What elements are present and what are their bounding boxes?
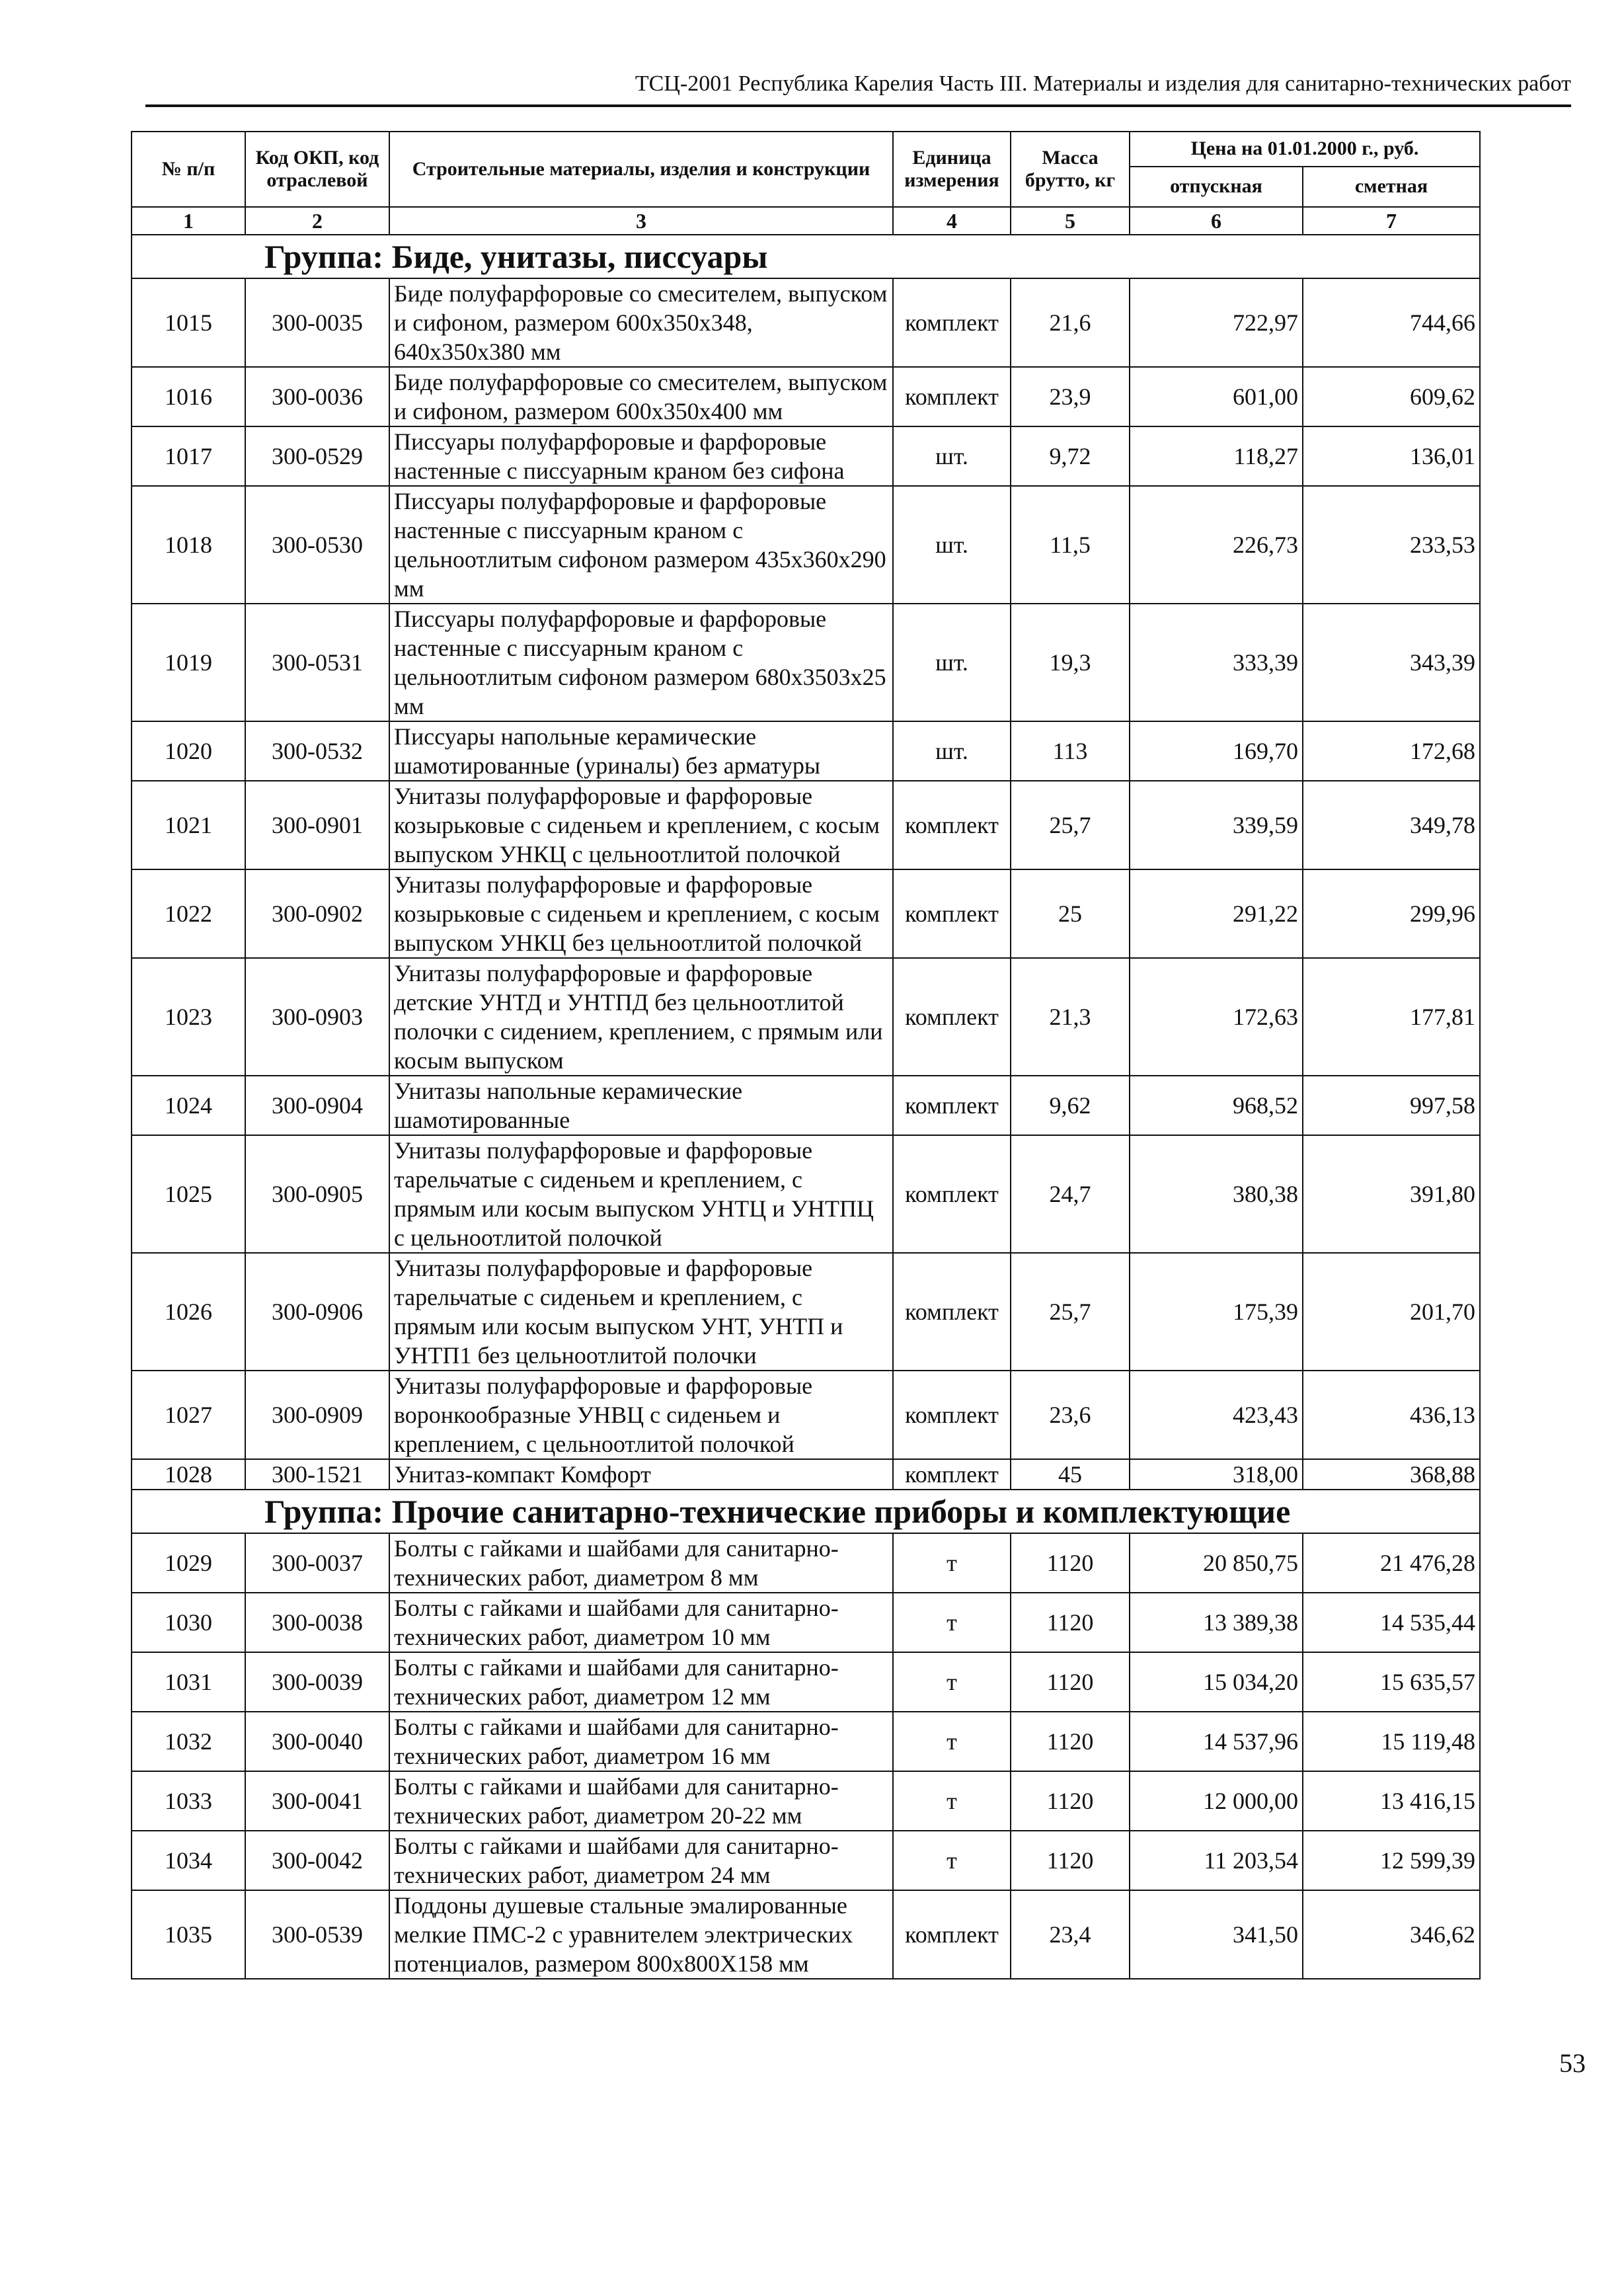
material-name: Биде полуфарфоровые со смесителем, выпуском и сифоном, размером 600x350x348, 640x350x380 мм	[389, 278, 893, 367]
group-title: Группа: Прочие санитарно-технические приборы и комплектующие	[132, 1490, 1480, 1533]
row-number: 1035	[132, 1890, 245, 1979]
unit-of-measure: т	[893, 1712, 1011, 1771]
unit-of-measure: т	[893, 1831, 1011, 1890]
table-row	[132, 1712, 1480, 1771]
gross-mass: 21,3	[1011, 958, 1130, 1076]
estimate-price: 177,81	[1303, 958, 1480, 1076]
row-number: 1016	[132, 367, 245, 426]
release-price: 226,73	[1130, 486, 1303, 604]
row-number: 1020	[132, 721, 245, 781]
estimate-price: 368,88	[1303, 1459, 1480, 1490]
group-row	[132, 235, 1480, 278]
column-number: 3	[389, 207, 893, 235]
estimate-price: 14 535,44	[1303, 1593, 1480, 1652]
material-name: Болты с гайками и шайбами для санитарно-технических работ, диаметром 16 мм	[389, 1712, 893, 1771]
estimate-price: 997,58	[1303, 1076, 1480, 1135]
unit-of-measure: комплект	[893, 1135, 1011, 1253]
table-row	[132, 1076, 1480, 1135]
unit-of-measure: комплект	[893, 1253, 1011, 1371]
okp-code: 300-0532	[245, 721, 389, 781]
unit-of-measure: комплект	[893, 278, 1011, 367]
row-number: 1034	[132, 1831, 245, 1890]
release-price: 169,70	[1130, 721, 1303, 781]
row-number: 1032	[132, 1712, 245, 1771]
group-title: Группа: Биде, унитазы, писсуары	[132, 235, 1480, 278]
column-number: 7	[1303, 207, 1480, 235]
material-name: Унитазы полуфарфоровые и фарфоровые тарельчатые с сиденьем и креплением, с прямым или косым выпуском УНТ, УНТП и УНТП1 без цельноотлитой полочки	[389, 1253, 893, 1371]
material-name: Унитазы полуфарфоровые и фарфоровые тарельчатые с сиденьем и креплением, с прямым или косым выпуском УНТЦ и УНТПЦ с цельноотлитой полочкой	[389, 1135, 893, 1253]
gross-mass: 25	[1011, 869, 1130, 958]
estimate-price: 13 416,15	[1303, 1771, 1480, 1831]
material-name: Писсуары полуфарфоровые и фарфоровые настенные с писсуарным краном с цельноотлитым сифоном размером 435x360x290 мм	[389, 486, 893, 604]
column-header-price-estimate: сметная	[1303, 167, 1480, 207]
estimate-price: 136,01	[1303, 426, 1480, 486]
release-price: 172,63	[1130, 958, 1303, 1076]
estimate-price: 299,96	[1303, 869, 1480, 958]
estimate-price: 391,80	[1303, 1135, 1480, 1253]
estimate-price: 12 599,39	[1303, 1831, 1480, 1890]
material-name: Унитазы полуфарфоровые и фарфоровые детские УНТД и УНТПД без цельноотлитой полочки с сидением, креплением, с прямым или косым выпуском	[389, 958, 893, 1076]
column-header-price-release: отпускная	[1130, 167, 1303, 207]
unit-of-measure: комплект	[893, 869, 1011, 958]
okp-code: 300-0539	[245, 1890, 389, 1979]
okp-code: 300-0036	[245, 367, 389, 426]
okp-code: 300-0901	[245, 781, 389, 869]
row-number: 1023	[132, 958, 245, 1076]
row-number: 1026	[132, 1253, 245, 1371]
estimate-price: 21 476,28	[1303, 1533, 1480, 1593]
unit-of-measure: шт.	[893, 486, 1011, 604]
okp-code: 300-0040	[245, 1712, 389, 1771]
column-number: 6	[1130, 207, 1303, 235]
column-header-name: Строительные материалы, изделия и конструкции	[389, 132, 893, 207]
okp-code: 300-0903	[245, 958, 389, 1076]
release-price: 11 203,54	[1130, 1831, 1303, 1890]
row-number: 1019	[132, 604, 245, 721]
okp-code: 300-0035	[245, 278, 389, 367]
okp-code: 300-0041	[245, 1771, 389, 1831]
gross-mass: 1120	[1011, 1771, 1130, 1831]
okp-code: 300-0530	[245, 486, 389, 604]
table-header	[132, 132, 1480, 235]
okp-code: 300-0906	[245, 1253, 389, 1371]
table-row	[132, 1371, 1480, 1459]
group-row	[132, 1490, 1480, 1533]
unit-of-measure: шт.	[893, 721, 1011, 781]
okp-code: 300-0909	[245, 1371, 389, 1459]
material-name: Унитаз-компакт Комфорт	[389, 1459, 893, 1490]
estimate-price: 172,68	[1303, 721, 1480, 781]
gross-mass: 9,72	[1011, 426, 1130, 486]
okp-code: 300-0902	[245, 869, 389, 958]
unit-of-measure: комплект	[893, 1890, 1011, 1979]
okp-code: 300-0042	[245, 1831, 389, 1890]
estimate-price: 233,53	[1303, 486, 1480, 604]
release-price: 14 537,96	[1130, 1712, 1303, 1771]
gross-mass: 113	[1011, 721, 1130, 781]
estimate-price: 15 119,48	[1303, 1712, 1480, 1771]
material-name: Болты с гайками и шайбами для санитарно-технических работ, диаметром 20-22 мм	[389, 1771, 893, 1831]
estimate-price: 15 635,57	[1303, 1652, 1480, 1712]
table-row	[132, 1459, 1480, 1490]
column-header-num: № п/п	[132, 132, 245, 207]
gross-mass: 19,3	[1011, 604, 1130, 721]
material-name: Болты с гайками и шайбами для санитарно-технических работ, диаметром 24 мм	[389, 1831, 893, 1890]
row-number: 1028	[132, 1459, 245, 1490]
material-name: Унитазы полуфарфоровые и фарфоровые козырьковые с сиденьем и креплением, с косым выпуском УНКЦ с цельноотлитой полочкой	[389, 781, 893, 869]
okp-code: 300-0529	[245, 426, 389, 486]
release-price: 423,43	[1130, 1371, 1303, 1459]
row-number: 1025	[132, 1135, 245, 1253]
gross-mass: 23,9	[1011, 367, 1130, 426]
gross-mass: 1120	[1011, 1652, 1130, 1712]
release-price: 333,39	[1130, 604, 1303, 721]
column-number: 5	[1011, 207, 1130, 235]
page-header	[145, 71, 1571, 107]
gross-mass: 1120	[1011, 1533, 1130, 1593]
estimate-price: 744,66	[1303, 278, 1480, 367]
column-number: 2	[245, 207, 389, 235]
unit-of-measure: комплект	[893, 1371, 1011, 1459]
release-price: 291,22	[1130, 869, 1303, 958]
row-number: 1033	[132, 1771, 245, 1831]
estimate-price: 349,78	[1303, 781, 1480, 869]
gross-mass: 25,7	[1011, 1253, 1130, 1371]
release-price: 722,97	[1130, 278, 1303, 367]
gross-mass: 23,6	[1011, 1371, 1130, 1459]
table-row	[132, 367, 1480, 426]
unit-of-measure: т	[893, 1652, 1011, 1712]
okp-code: 300-0905	[245, 1135, 389, 1253]
table-row	[132, 1135, 1480, 1253]
okp-code: 300-0531	[245, 604, 389, 721]
table-body	[132, 235, 1480, 1979]
row-number: 1031	[132, 1652, 245, 1712]
row-number: 1017	[132, 426, 245, 486]
table-row	[132, 278, 1480, 367]
material-name: Унитазы полуфарфоровые и фарфоровые козырьковые с сиденьем и креплением, с косым выпуском УНКЦ без цельноотлитой полочкой	[389, 869, 893, 958]
release-price: 175,39	[1130, 1253, 1303, 1371]
release-price: 339,59	[1130, 781, 1303, 869]
unit-of-measure: комплект	[893, 958, 1011, 1076]
gross-mass: 1120	[1011, 1712, 1130, 1771]
table-row	[132, 1831, 1480, 1890]
release-price: 601,00	[1130, 367, 1303, 426]
document-title: ТСЦ-2001 Республика Карелия Часть III. Материалы и изделия для санитарно-технических работ	[635, 71, 1571, 96]
column-header-price: Цена на 01.01.2000 г., руб.	[1130, 132, 1480, 167]
row-number: 1022	[132, 869, 245, 958]
estimate-price: 609,62	[1303, 367, 1480, 426]
material-name: Писсуары напольные керамические шамотированные (уриналы) без арматуры	[389, 721, 893, 781]
release-price: 13 389,38	[1130, 1593, 1303, 1652]
table-row	[132, 426, 1480, 486]
release-price: 20 850,75	[1130, 1533, 1303, 1593]
column-header-unit: Единица измерения	[893, 132, 1011, 207]
material-name: Поддоны душевые стальные эмалированные мелкие ПМС-2 с уравнителем электрических потенциалов, размером 800x800X158 мм	[389, 1890, 893, 1979]
table-row	[132, 958, 1480, 1076]
table-row	[132, 1771, 1480, 1831]
estimate-price: 346,62	[1303, 1890, 1480, 1979]
material-name: Унитазы полуфарфоровые и фарфоровые воронкообразные УНВЦ с сиденьем и креплением, с цельноотлитой полочкой	[389, 1371, 893, 1459]
table-row	[132, 604, 1480, 721]
table-row	[132, 1533, 1480, 1593]
row-number: 1030	[132, 1593, 245, 1652]
table-row	[132, 869, 1480, 958]
table-row	[132, 1890, 1480, 1979]
material-name: Биде полуфарфоровые со смесителем, выпуском и сифоном, размером 600x350x400 мм	[389, 367, 893, 426]
material-name: Болты с гайками и шайбами для санитарно-технических работ, диаметром 10 мм	[389, 1593, 893, 1652]
okp-code: 300-0904	[245, 1076, 389, 1135]
unit-of-measure: шт.	[893, 426, 1011, 486]
row-number: 1024	[132, 1076, 245, 1135]
okp-code: 300-0038	[245, 1593, 389, 1652]
release-price: 12 000,00	[1130, 1771, 1303, 1831]
gross-mass: 1120	[1011, 1593, 1130, 1652]
table-row	[132, 721, 1480, 781]
row-number: 1029	[132, 1533, 245, 1593]
column-numbers-row	[132, 207, 1480, 235]
unit-of-measure: шт.	[893, 604, 1011, 721]
gross-mass: 21,6	[1011, 278, 1130, 367]
gross-mass: 11,5	[1011, 486, 1130, 604]
unit-of-measure: т	[893, 1533, 1011, 1593]
okp-code: 300-0037	[245, 1533, 389, 1593]
release-price: 380,38	[1130, 1135, 1303, 1253]
unit-of-measure: комплект	[893, 1459, 1011, 1490]
row-number: 1015	[132, 278, 245, 367]
row-number: 1018	[132, 486, 245, 604]
material-name: Писсуары полуфарфоровые и фарфоровые настенные с писсуарным краном без сифона	[389, 426, 893, 486]
release-price: 118,27	[1130, 426, 1303, 486]
release-price: 15 034,20	[1130, 1652, 1303, 1712]
unit-of-measure: т	[893, 1771, 1011, 1831]
column-header-mass: Масса брутто, кг	[1011, 132, 1130, 207]
material-name: Унитазы напольные керамические шамотированные	[389, 1076, 893, 1135]
unit-of-measure: комплект	[893, 1076, 1011, 1135]
table-row	[132, 486, 1480, 604]
row-number: 1027	[132, 1371, 245, 1459]
table-row	[132, 781, 1480, 869]
gross-mass: 45	[1011, 1459, 1130, 1490]
row-number: 1021	[132, 781, 245, 869]
estimate-price: 201,70	[1303, 1253, 1480, 1371]
price-table	[131, 131, 1481, 1979]
table-row	[132, 1593, 1480, 1652]
material-name: Писсуары полуфарфоровые и фарфоровые настенные с писсуарным краном с цельноотлитым сифоном размером 680x3503x25 мм	[389, 604, 893, 721]
gross-mass: 25,7	[1011, 781, 1130, 869]
unit-of-measure: комплект	[893, 781, 1011, 869]
column-number: 1	[132, 207, 245, 235]
column-header-code: Код ОКП, код отраслевой	[245, 132, 389, 207]
gross-mass: 23,4	[1011, 1890, 1130, 1979]
estimate-price: 343,39	[1303, 604, 1480, 721]
material-name: Болты с гайками и шайбами для санитарно-технических работ, диаметром 12 мм	[389, 1652, 893, 1712]
unit-of-measure: т	[893, 1593, 1011, 1652]
gross-mass: 24,7	[1011, 1135, 1130, 1253]
unit-of-measure: комплект	[893, 367, 1011, 426]
gross-mass: 1120	[1011, 1831, 1130, 1890]
okp-code: 300-1521	[245, 1459, 389, 1490]
release-price: 968,52	[1130, 1076, 1303, 1135]
gross-mass: 9,62	[1011, 1076, 1130, 1135]
column-number: 4	[893, 207, 1011, 235]
page-number: 53	[1559, 2048, 1586, 2078]
release-price: 341,50	[1130, 1890, 1303, 1979]
table-row	[132, 1652, 1480, 1712]
release-price: 318,00	[1130, 1459, 1303, 1490]
okp-code: 300-0039	[245, 1652, 389, 1712]
estimate-price: 436,13	[1303, 1371, 1480, 1459]
table-row	[132, 1253, 1480, 1371]
material-name: Болты с гайками и шайбами для санитарно-технических работ, диаметром 8 мм	[389, 1533, 893, 1593]
